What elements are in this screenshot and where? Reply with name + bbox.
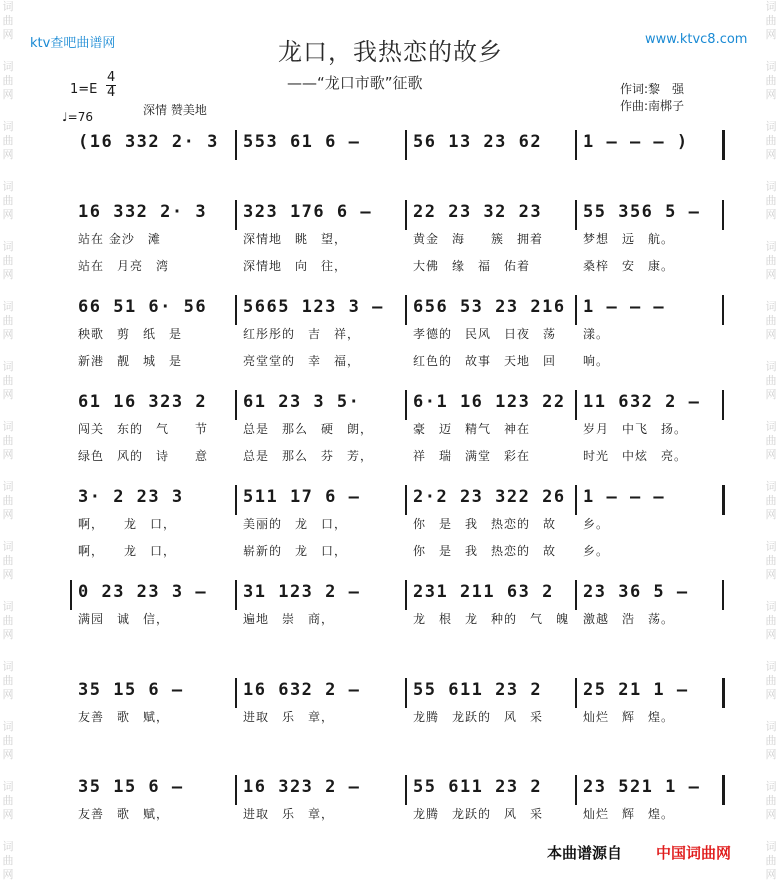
bar-line <box>235 200 237 230</box>
lyric-verse-1: 龙腾 龙跃的 风 采 <box>413 710 544 724</box>
lyric-verse-1: 友善 歌 赋， <box>78 710 170 724</box>
measure-notes: 6·1 16 123 22 <box>413 392 566 412</box>
lyric-verse-1: 遍地 崇 商， <box>243 612 335 626</box>
score-system <box>70 678 726 768</box>
expression-mark: 深情 赞美地 <box>143 103 207 117</box>
measure <box>411 130 571 190</box>
bar-line <box>575 485 577 515</box>
measure <box>411 775 571 835</box>
song-title: 龙口，我热恋的故乡 <box>278 38 503 66</box>
time-signature <box>106 71 116 100</box>
lyric-verse-2: 站在 月亮 湾 <box>78 259 170 273</box>
lyric-verse-1: 秧歌 剪 纸 是 <box>78 327 183 341</box>
measure-notes: 22 23 32 23 <box>413 202 543 222</box>
bar-line <box>405 775 407 805</box>
key-signature: 1=E <box>70 82 98 97</box>
measure <box>241 485 401 558</box>
watermark-tile: 词 曲 网 <box>2 300 14 341</box>
bar-line <box>70 580 72 610</box>
lyric-verse-2: 啊， 龙 口， <box>78 544 177 558</box>
measure-notes: 16 323 2 – <box>243 777 361 797</box>
measure-notes: 66 51 6· 56 <box>78 297 208 317</box>
bar-line <box>235 295 237 325</box>
measure-notes: 2·2 23 322 26 <box>413 487 566 507</box>
lyric-verse-1: 美丽的 龙 口， <box>243 517 348 531</box>
lyric-verse-1: 梦想 远 航。 <box>583 232 675 246</box>
measure <box>76 295 231 368</box>
time-signature-bottom: 4 <box>107 85 116 100</box>
bar-line <box>722 200 724 230</box>
measure-notes: 16 632 2 – <box>243 680 361 700</box>
bar-line <box>722 580 724 610</box>
bar-line <box>575 200 577 230</box>
score-system <box>70 200 726 290</box>
watermark-tile: 词 曲 网 <box>765 300 777 341</box>
lyric-verse-1: 友善 歌 赋， <box>78 807 170 821</box>
lyric-verse-1: 乡。 <box>583 517 610 531</box>
watermark-tile: 词 曲 网 <box>2 660 14 701</box>
bar-line <box>405 678 407 708</box>
watermark-tile: 词 曲 网 <box>2 420 14 461</box>
bar-line <box>575 580 577 610</box>
measure-notes: 55 356 5 – <box>583 202 701 222</box>
score-system <box>70 390 726 480</box>
measure <box>241 580 401 640</box>
measure-notes: 61 16 323 2 <box>78 392 208 412</box>
lyric-verse-2: 乡。 <box>583 544 610 558</box>
watermark-tile: 词 曲 网 <box>765 240 777 281</box>
measure-notes: 323 176 6 – <box>243 202 373 222</box>
watermark-tile: 词 曲 网 <box>2 0 14 41</box>
measure-notes: 1 – – – <box>583 487 666 507</box>
watermark-tile: 词 曲 网 <box>2 720 14 761</box>
lyric-verse-1: 激越 浩 荡。 <box>583 612 675 626</box>
measure <box>581 678 718 738</box>
measure <box>581 130 718 190</box>
measure <box>581 580 718 640</box>
watermark-tile: 词 曲 网 <box>765 120 777 161</box>
measure-notes: (16 332 2· 3 <box>78 132 219 152</box>
watermark-tile: 词 曲 网 <box>765 540 777 581</box>
site-url-right: www.ktvc8.com <box>645 32 748 47</box>
watermark-right <box>763 0 779 888</box>
measure-notes: 231 211 63 2 <box>413 582 554 602</box>
measure <box>411 580 571 640</box>
lyric-verse-2: 崭新的 龙 口， <box>243 544 348 558</box>
measure <box>76 390 231 463</box>
tempo-mark: ♩=76 <box>62 110 93 124</box>
bar-line <box>575 295 577 325</box>
measure <box>411 295 571 368</box>
lyric-verse-2: 绿色 风的 诗 意 <box>78 449 209 463</box>
measure <box>411 390 571 463</box>
lyric-verse-1: 满园 诚 信， <box>78 612 170 626</box>
lyric-verse-1: 进取 乐 章， <box>243 807 335 821</box>
bar-line <box>722 295 724 325</box>
bar-line <box>575 678 577 708</box>
watermark-tile: 词 曲 网 <box>2 180 14 221</box>
measure-notes: 55 611 23 2 <box>413 680 543 700</box>
lyric-verse-1: 漾。 <box>583 327 610 341</box>
source-site[interactable]: 中国词曲网 <box>656 844 732 862</box>
lyric-verse-2: 亮堂堂的 幸 福， <box>243 354 361 368</box>
lyric-verse-1: 黄金 海 簇 拥着 <box>413 232 544 246</box>
measure-notes: 656 53 23 216 <box>413 297 566 317</box>
bar-line <box>235 775 237 805</box>
watermark-tile: 词 曲 网 <box>765 720 777 761</box>
time-signature-top: 4 <box>107 70 116 85</box>
measure-notes: 61 23 3 5· <box>243 392 361 412</box>
bar-line <box>405 390 407 420</box>
measure <box>581 485 718 558</box>
measure-notes: 35 15 6 – <box>78 680 184 700</box>
lyric-verse-1: 红彤彤的 吉 祥， <box>243 327 361 341</box>
watermark-tile: 词 曲 网 <box>765 600 777 641</box>
composer-credit: 作曲:南梆子 <box>620 99 685 113</box>
lyric-verse-1: 孝德的 民风 日夜 荡 <box>413 327 557 341</box>
bar-line <box>235 678 237 708</box>
measure <box>241 678 401 738</box>
lyric-verse-2: 时光 中炫 亮。 <box>583 449 688 463</box>
bar-line <box>405 580 407 610</box>
score-system <box>70 485 726 575</box>
score-system <box>70 775 726 865</box>
lyric-verse-2: 祥 瑞 满堂 彩在 <box>413 449 531 463</box>
lyric-verse-2: 响。 <box>583 354 610 368</box>
lyric-verse-1: 总是 那么 硬 朗， <box>243 422 374 436</box>
lyric-verse-2: 桑梓 安 康。 <box>583 259 675 273</box>
bar-line <box>722 130 725 160</box>
measure-notes: 511 17 6 – <box>243 487 361 507</box>
bar-line <box>722 775 725 805</box>
measure-notes: 23 36 5 – <box>583 582 689 602</box>
measure-notes: 11 632 2 – <box>583 392 701 412</box>
watermark-tile: 词 曲 网 <box>2 360 14 401</box>
bar-line <box>235 390 237 420</box>
bar-line <box>575 130 577 160</box>
bar-line <box>405 200 407 230</box>
watermark-tile: 词 曲 网 <box>765 420 777 461</box>
measure <box>76 775 231 835</box>
watermark-tile: 词 曲 网 <box>765 780 777 821</box>
lyric-verse-1: 深情地 眺 望， <box>243 232 348 246</box>
watermark-tile: 词 曲 网 <box>765 0 777 41</box>
lyric-verse-1: 啊， 龙 口， <box>78 517 177 531</box>
measure-notes: 56 13 23 62 <box>413 132 543 152</box>
measure <box>76 678 231 738</box>
measure-notes: 35 15 6 – <box>78 777 184 797</box>
source-label: 本曲谱源自 <box>547 844 623 862</box>
watermark-tile: 词 曲 网 <box>765 360 777 401</box>
score-system <box>70 295 726 385</box>
measure-notes: 31 123 2 – <box>243 582 361 602</box>
song-subtitle: ——“龙口市歌”征歌 <box>287 74 423 92</box>
measure-notes: 1 – – – <box>583 297 666 317</box>
bar-line <box>575 390 577 420</box>
measure-notes: 3· 2 23 3 <box>78 487 184 507</box>
lyric-verse-1: 龙 根 龙 种的 气 魄 <box>413 612 570 626</box>
measure <box>581 390 718 463</box>
lyric-verse-1: 灿烂 辉 煌。 <box>583 710 675 724</box>
lyricist-credit: 作词:黎 强 <box>620 82 685 96</box>
lyric-verse-2: 红色的 故事 天地 回 <box>413 354 557 368</box>
lyric-verse-1: 站在 金沙 滩 <box>78 232 161 246</box>
measure <box>411 678 571 738</box>
measure <box>241 200 401 273</box>
lyric-verse-2: 大佛 缘 福 佑着 <box>413 259 531 273</box>
measure <box>76 485 231 558</box>
measure <box>76 200 231 273</box>
measure <box>411 485 571 558</box>
measure <box>581 295 718 368</box>
measure-notes: 553 61 6 – <box>243 132 361 152</box>
watermark-tile: 词 曲 网 <box>765 660 777 701</box>
watermark-tile: 词 曲 网 <box>2 780 14 821</box>
bar-line <box>722 485 725 515</box>
watermark-left <box>0 0 16 888</box>
watermark-tile: 词 曲 网 <box>2 540 14 581</box>
lyric-verse-2: 你 是 我 热恋的 故 <box>413 544 557 558</box>
bar-line <box>405 130 407 160</box>
score-system <box>70 580 726 670</box>
site-name-left: ktv查吧曲谱网 <box>30 36 116 51</box>
watermark-tile: 词 曲 网 <box>2 480 14 521</box>
measure-notes: 5665 123 3 – <box>243 297 384 317</box>
measure-notes: 16 332 2· 3 <box>78 202 208 222</box>
measure <box>241 390 401 463</box>
lyric-verse-2: 新港 靓 城 是 <box>78 354 183 368</box>
watermark-tile: 词 曲 网 <box>2 600 14 641</box>
measure <box>411 200 571 273</box>
measure <box>581 200 718 273</box>
watermark-tile: 词 曲 网 <box>2 120 14 161</box>
watermark-tile: 词 曲 网 <box>765 480 777 521</box>
measure-notes: 1 – – – ) <box>583 132 689 152</box>
bar-line <box>235 130 237 160</box>
lyric-verse-1: 龙腾 龙跃的 风 采 <box>413 807 544 821</box>
lyric-verse-1: 岁月 中飞 扬。 <box>583 422 688 436</box>
measure <box>581 775 718 835</box>
lyric-verse-2: 总是 那么 芬 芳， <box>243 449 374 463</box>
measure-notes: 55 611 23 2 <box>413 777 543 797</box>
lyric-verse-1: 你 是 我 热恋的 故 <box>413 517 557 531</box>
watermark-tile: 词 曲 网 <box>765 840 777 881</box>
bar-line <box>405 485 407 515</box>
watermark-tile: 词 曲 网 <box>2 60 14 101</box>
bar-line <box>235 485 237 515</box>
measure-notes: 0 23 23 3 – <box>78 582 208 602</box>
watermark-tile: 词 曲 网 <box>765 180 777 221</box>
measure <box>76 130 231 190</box>
lyric-verse-1: 灿烂 辉 煌。 <box>583 807 675 821</box>
lyric-verse-1: 进取 乐 章， <box>243 710 335 724</box>
measure <box>241 775 401 835</box>
lyric-verse-1: 闯关 东的 气 节 <box>78 422 209 436</box>
measure <box>76 580 231 640</box>
watermark-tile: 词 曲 网 <box>2 840 14 881</box>
watermark-tile: 词 曲 网 <box>2 240 14 281</box>
measure <box>241 295 401 368</box>
bar-line <box>405 295 407 325</box>
watermark-tile: 词 曲 网 <box>765 60 777 101</box>
measure-notes: 25 21 1 – <box>583 680 689 700</box>
bar-line <box>722 390 724 420</box>
lyric-verse-2: 深情地 向 往， <box>243 259 348 273</box>
lyric-verse-1: 豪 迈 精气 神在 <box>413 422 531 436</box>
bar-line <box>575 775 577 805</box>
bar-line <box>235 580 237 610</box>
measure <box>241 130 401 190</box>
measure-notes: 23 521 1 – <box>583 777 701 797</box>
bar-line <box>722 678 725 708</box>
